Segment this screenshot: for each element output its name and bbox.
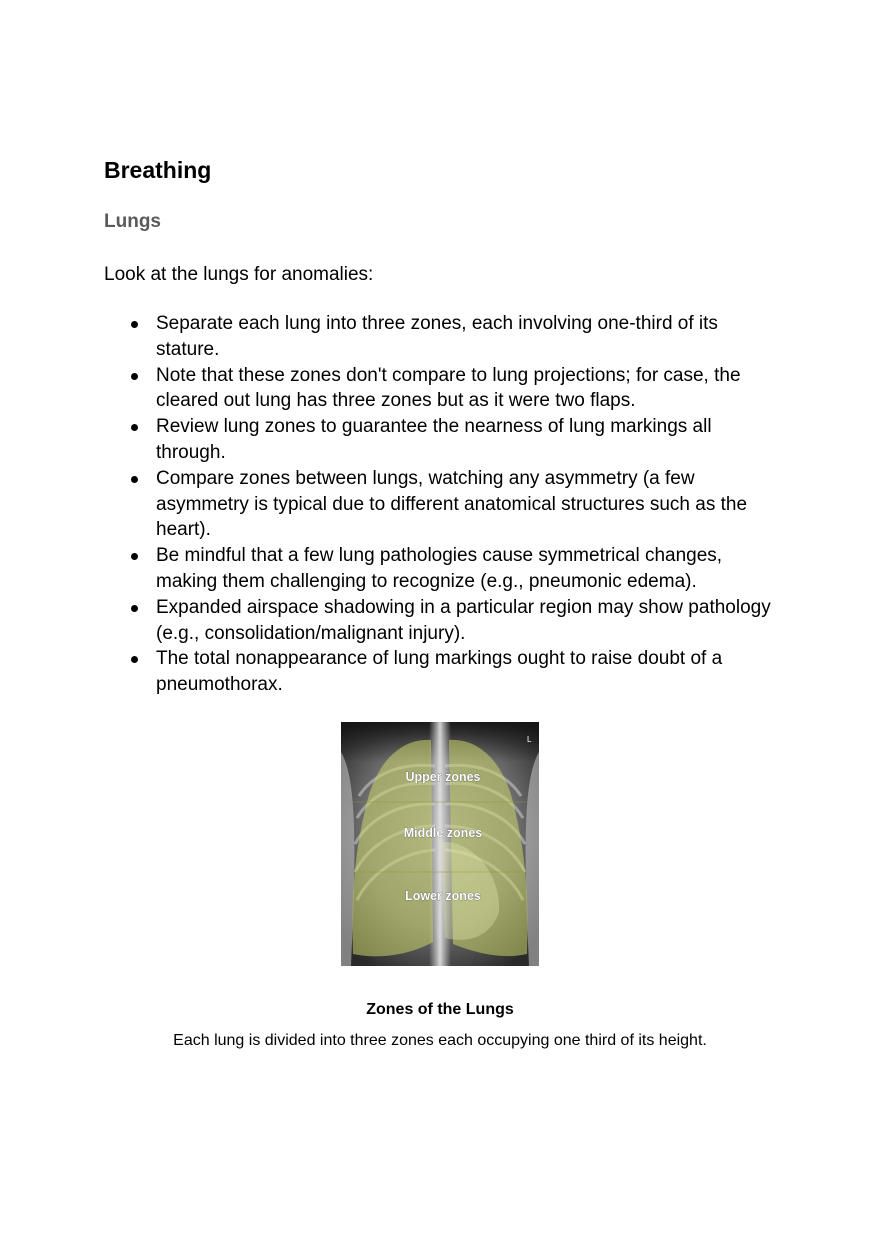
list-item: The total nonappearance of lung markings ought to raise doubt of a pneumothorax. [104,646,784,698]
bullet-icon [131,321,138,328]
figure-caption-text: Each lung is divided into three zones each occupying one third of its height. [173,1032,707,1049]
lower-zones-label: Lower zones [405,889,481,903]
bullet-list [104,311,784,698]
list-item: Separate each lung into three zones, each involving one-third of its stature. [104,311,784,363]
bullet-icon [131,656,138,663]
chest-xray-figure [341,722,539,966]
list-item: Compare zones between lungs, watching any asymmetry (a few asymmetry is typical due to different anatomical structures such as the heart). [104,466,784,543]
bullet-icon [131,373,138,380]
upper-zones-label: Upper zones [405,770,481,784]
bullet-icon [131,424,138,431]
bullet-icon [131,553,138,560]
figure-caption-title: Zones of the Lungs [366,1001,514,1018]
middle-zones-label: Middle zones [403,826,483,840]
list-item: Expanded airspace shadowing in a particular region may show pathology (e.g., consolidation/malignant injury). [104,595,784,647]
bullet-icon [131,605,138,612]
bullet-icon [131,476,138,483]
list-item: Be mindful that a few lung pathologies cause symmetrical changes, making them challenging to recognize (e.g., pneumonic edema). [104,543,784,595]
list-item: Note that these zones don't compare to lung projections; for case, the cleared out lung has three zones but as it were two flaps. [104,363,784,415]
side-marker: L [527,735,532,744]
subsection-heading: Lungs [104,211,161,232]
list-item: Review lung zones to guarantee the nearness of lung markings all through. [104,414,784,466]
section-heading: Breathing [104,157,212,183]
intro-paragraph: Look at the lungs for anomalies: [104,264,374,285]
